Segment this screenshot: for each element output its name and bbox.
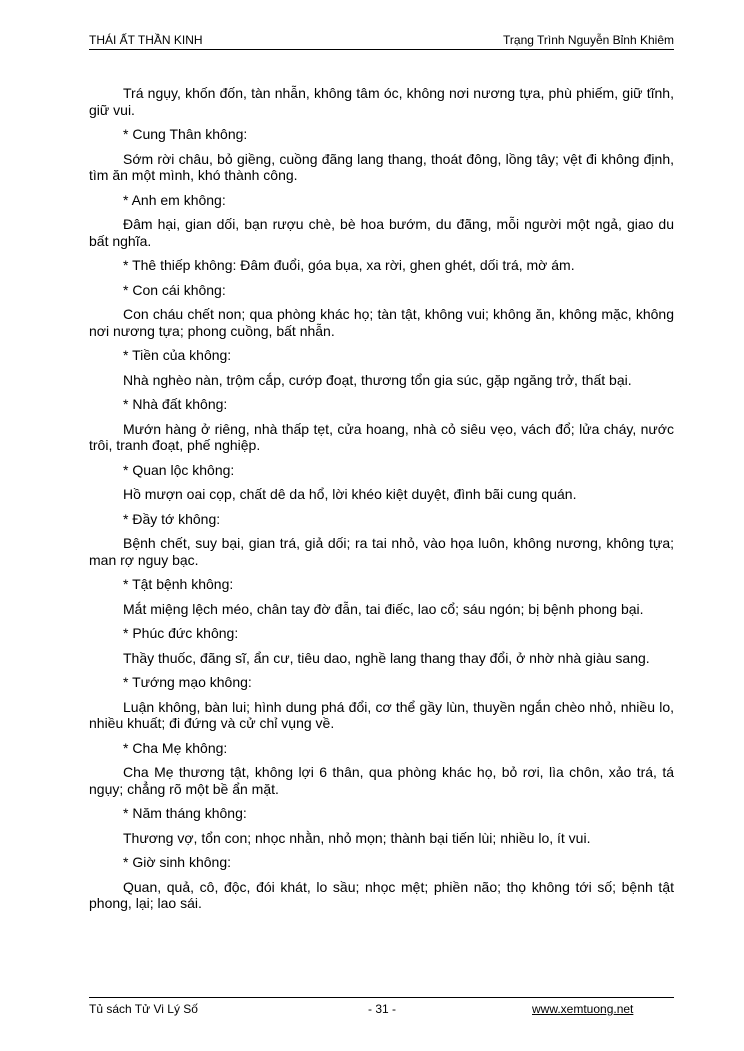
header-divider: [89, 49, 674, 50]
paragraph: Thầy thuốc, đãng sĩ, ẩn cư, tiêu dao, nghề lang thang thay đổi, ở nhờ nhà giàu sang.: [123, 649, 650, 666]
page-number: - 31 -: [368, 1002, 397, 1016]
section-heading: * Giờ sinh không:: [123, 854, 232, 870]
page-header: [89, 32, 674, 48]
section-heading: * Năm tháng không:: [123, 805, 247, 821]
page-footer: [89, 1001, 674, 1017]
section-heading: * Tướng mạo không:: [123, 674, 252, 690]
paragraph: Quan, quả, cô, độc, đói khát, lo sầu; nhọc mệt; phiền não; thọ không tới số; bệnh tật phong, lại; lao sái.: [89, 878, 674, 911]
header-author: Trạng Trình Nguyễn Bỉnh Khiêm: [503, 33, 674, 47]
footer-divider: [89, 997, 674, 998]
section-heading: * Đầy tớ không:: [123, 510, 221, 527]
paragraph: Sớm rời châu, bỏ giềng, cuồng đãng lang thang, thoát đông, lồng tây; vệt đi không định, tìm ăn một mình, khó thành công.: [89, 150, 674, 183]
paragraph: Thương vợ, tổn con; nhọc nhằn, nhỏ mọn; thành bại tiến lùi; nhiều lo, ít vui.: [123, 829, 591, 846]
section-heading: * Phúc đức không:: [123, 625, 239, 641]
paragraph: Mướn hàng ở riêng, nhà thấp tẹt, cửa hoang, nhà cỏ siêu vẹo, vách đổ; lửa cháy, nước trôi, tranh đoạt, phế nghiệp.: [89, 420, 674, 453]
section-heading: * Anh em không:: [123, 191, 226, 208]
paragraph: Cha Mẹ thương tật, không lợi 6 thân, qua phòng khác họ, bỏ rơi, lìa chôn, xảo trá, tá ngụy; chẳng rõ một bề ẩn mặt.: [89, 764, 674, 797]
section-heading: * Cung Thân không:: [123, 126, 248, 142]
page-body: [89, 85, 674, 920]
section-heading: * Tật bệnh không:: [123, 576, 234, 592]
paragraph: Bệnh chết, suy bại, gian trá, giả dối; ra tai nhỏ, vào họa luôn, không nương, không tựa; man rợ nguy bạc.: [89, 535, 674, 568]
section-heading: * Tiền của không:: [123, 347, 232, 363]
section-heading: * Quan lộc không:: [123, 461, 235, 478]
footer-collection: Tủ sách Tử Vi Lý Số: [89, 1002, 198, 1016]
footer-website-link[interactable]: www.xemtuong.net: [532, 1002, 634, 1016]
paragraph: Đâm hại, gian dối, bạn rượu chè, bè hoa bướm, du đãng, mỗi người một ngả, giao du bất nghĩa.: [89, 216, 674, 249]
paragraph: Trá ngụy, khốn đốn, tàn nhẫn, không tâm óc, không nơi nương tựa, phù phiếm, giữ tĩnh, giữ vui.: [89, 85, 674, 118]
paragraph: Luận không, bàn lui; hình dung phá đổi, cơ thể gầy lùn, thuyền ngắn chèo nhỏ, nhiều lo, nhiều khuất; đi đứng và cử chỉ vụng về.: [89, 698, 674, 731]
paragraph: Con cháu chết non; qua phòng khác họ; tàn tật, không vui; không ăn, không mặc, không nơi nương tựa; phong cuồng, bất nhẫn.: [89, 306, 674, 339]
paragraph: Nhà nghèo nàn, trộm cắp, cướp đoạt, thương tổn gia súc, gặp ngăng trở, thất bại.: [123, 371, 632, 388]
section-heading: * Thê thiếp không: Đâm đuổi, góa bụa, xa rời, ghen ghét, dối trá, mờ ám.: [123, 257, 575, 273]
paragraph: Mắt miệng lệch méo, chân tay đờ đẫn, tai điếc, lao cổ; sáu ngón; bị bệnh phong bại.: [123, 600, 644, 617]
header-book-title: THÁI ẤT THẦN KINH: [89, 33, 203, 47]
paragraph: Hồ mượn oai cọp, chất dê da hổ, lời khéo kiệt duyệt, đình bãi cung quán.: [123, 486, 577, 502]
section-heading: * Cha Mẹ không:: [123, 739, 228, 756]
section-heading: * Nhà đất không:: [123, 396, 228, 412]
section-heading: * Con cái không:: [123, 281, 226, 298]
